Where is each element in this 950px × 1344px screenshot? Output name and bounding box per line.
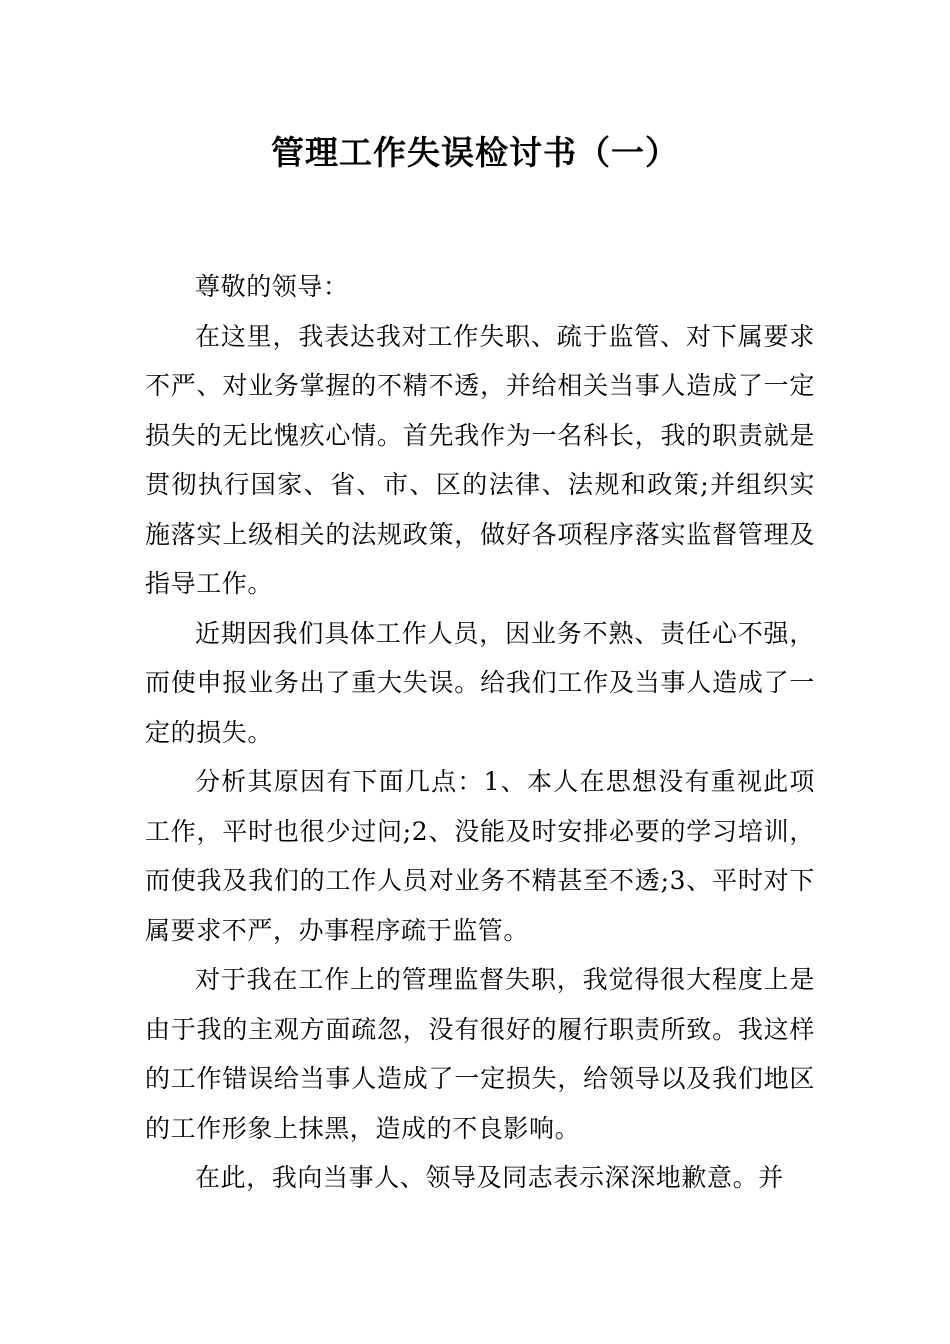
paragraph-4: 对于我在工作上的管理监督失职，我觉得很大程度上是由于我的主观方面疏忽，没有很好的履行职责所致。我这样的工作错误给当事人造成了一定损失，给领导以及我们地区的工作形象上抹黑，造成的不良影响。 (145, 965, 815, 1143)
paragraph-1: 在这里，我表达我对工作失职、疏于监管、对下属要求不严、对业务掌握的不精不透，并给相关当事人造成了一定损失的无比愧疚心情。首先我作为一名科长，我的职责就是贯彻执行国家、省、市、区的法律、法规和政策;并组织实施落实上级相关的法规政策，做好各项程序落实监督管理及指导工作。 (145, 321, 815, 598)
document-body (145, 262, 815, 1203)
paragraph-3: 分析其原因有下面几点：1、本人在思想没有重视此项工作，平时也很少过问;2、没能及时安排必要的学习培训，而使我及我们的工作人员对业务不精甚至不透;3、平时对下属要求不严，办事程序疏于监管。 (145, 767, 815, 945)
paragraph-5: 在此，我向当事人、领导及同志表示深深地歉意。并 (195, 1163, 784, 1192)
paragraph-2: 近期因我们具体工作人员，因业务不熟、责任心不强，而使申报业务出了重大失误。给我们工作及当事人造成了一定的损失。 (145, 618, 815, 747)
document-title: 管理工作失误检讨书（一） (271, 133, 679, 172)
salutation: 尊敬的领导： (195, 272, 349, 301)
